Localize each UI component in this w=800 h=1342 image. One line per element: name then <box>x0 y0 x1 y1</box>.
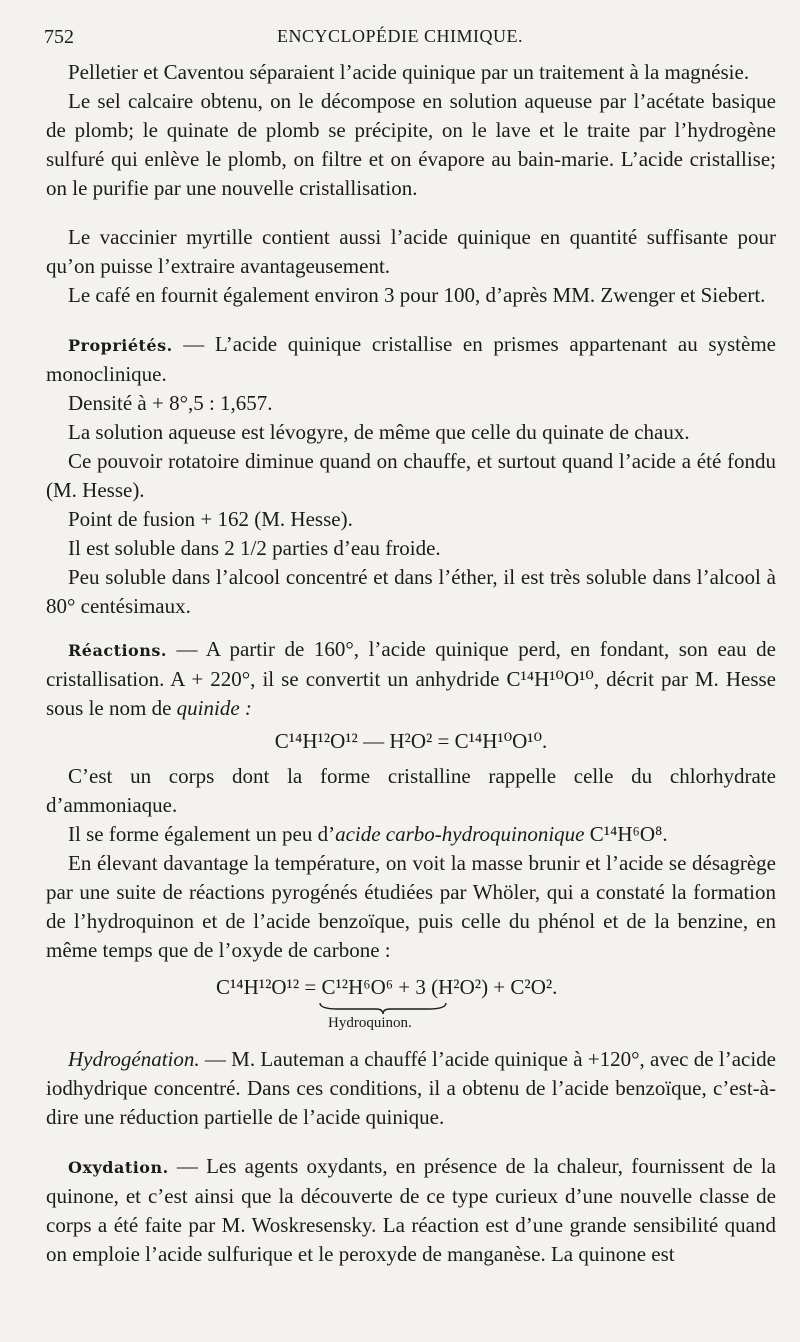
paragraph: Le café en fournit également environ 3 pour 100, d’après MM. Zwenger et Siebert. <box>68 283 766 307</box>
paragraph: Il est soluble dans 2 1/2 parties d’eau froide. <box>68 536 441 560</box>
paragraph: Réactions. — A partir de 160°, l’acide quinique perd, en fondant, son eau de cristallisation. A + 220°, il se convertit un anhydride C¹⁴H¹⁰O¹⁰, décrit par M. Hesse sous le nom de quinide : <box>46 637 777 720</box>
brace-label: Hydroquinon. <box>328 1015 412 1031</box>
section-heading: Hydrogénation. <box>68 1047 200 1071</box>
paragraph: Le vaccinier myrtille contient aussi l’acide quinique en quantité suffisante pour qu’on puisse l’extraire avantageusement. <box>46 225 776 278</box>
paragraph: Oxydation. — Les agents oxydants, en présence de la chaleur, fournissent de la quinone, et c’est ainsi que la découverte de ce type curieux d’une nouvelle classe de corps a été faite par M. Woskresensky. La réaction est d’une grande sensibilité quand on emploie l’acide sulfurique et le peroxyde de manganèse. La quinone est <box>46 1154 776 1266</box>
paragraph: Ce pouvoir rotatoire diminue quand on chauffe, et surtout quand l’acide a été fondu (M. Hesse). <box>46 449 776 502</box>
section-heading: Propriétés. <box>68 336 173 355</box>
paragraph: C’est un corps dont la forme cristalline rappelle celle du chlorhydrate d’ammoniaque. <box>46 764 776 817</box>
running-title: ENCYCLOPÉDIE CHIMIQUE. <box>277 26 523 46</box>
paragraph: Peu soluble dans l’alcool concentré et dans l’éther, il est très soluble dans l’alcool à 80° centésimaux. <box>46 565 776 618</box>
paragraph: Densité à + 8°,5 : 1,657. <box>68 391 273 415</box>
section-heading: Oxydation. <box>68 1158 169 1177</box>
section-heading: Réactions. <box>68 641 167 660</box>
paragraph: Il se forme également un peu d’acide carbo-hydroquinonique C¹⁴H⁶O⁸. <box>68 822 668 846</box>
paragraph: En élevant davantage la température, on voit la masse brunir et l’acide se désagrège par une suite de réactions pyrogénés étudiées par Whöler, qui a constaté la formation de l’hydroquinon et de l’acide benzoïque, puis celle du phénol et de la benzine, en même temps que de l’oxyde de carbone : <box>46 851 776 962</box>
equation-block <box>46 973 776 1035</box>
paragraph: La solution aqueuse est lévogyre, de même que celle du quinate de chaux. <box>68 420 690 444</box>
paragraph: Pelletier et Caventou séparaient l’acide quinique par un traitement à la magnésie. <box>68 60 750 84</box>
page-number: 752 <box>44 26 74 48</box>
chemical-formula: C¹⁴H¹²O¹² — H²O² = C¹⁴H¹⁰O¹⁰. <box>274 729 548 753</box>
paragraph: Le sel calcaire obtenu, on le décompose en solution aqueuse par l’acétate basique de plomb; le quinate de plomb se précipite, on le lave et le traite par l’hydrogène sulfuré qui enlève le plomb, on filtre et on évapore au bain-marie. L’acide cristallise; on le purifie par une nouvelle cristallisation. <box>46 89 776 200</box>
paragraph: Propriétés. — L’acide quinique cristallise en prismes appartenant au système monoclinique. <box>46 332 776 386</box>
paragraph: Hydrogénation. — M. Lauteman a chauffé l’acide quinique à +120°, avec de l’acide iodhydrique concentré. Dans ces conditions, il a obtenu de l’acide benzoïque, c’est-à-dire une réduction partielle de l’acide quinique. <box>46 1047 776 1129</box>
paragraph: Point de fusion + 162 (M. Hesse). <box>68 507 353 531</box>
page-header <box>40 26 760 48</box>
body-text <box>46 58 776 1269</box>
chemical-formula: C¹⁴H¹²O¹² = C¹²H⁶O⁶ + 3 (H²O²) + C²O². <box>216 975 558 999</box>
